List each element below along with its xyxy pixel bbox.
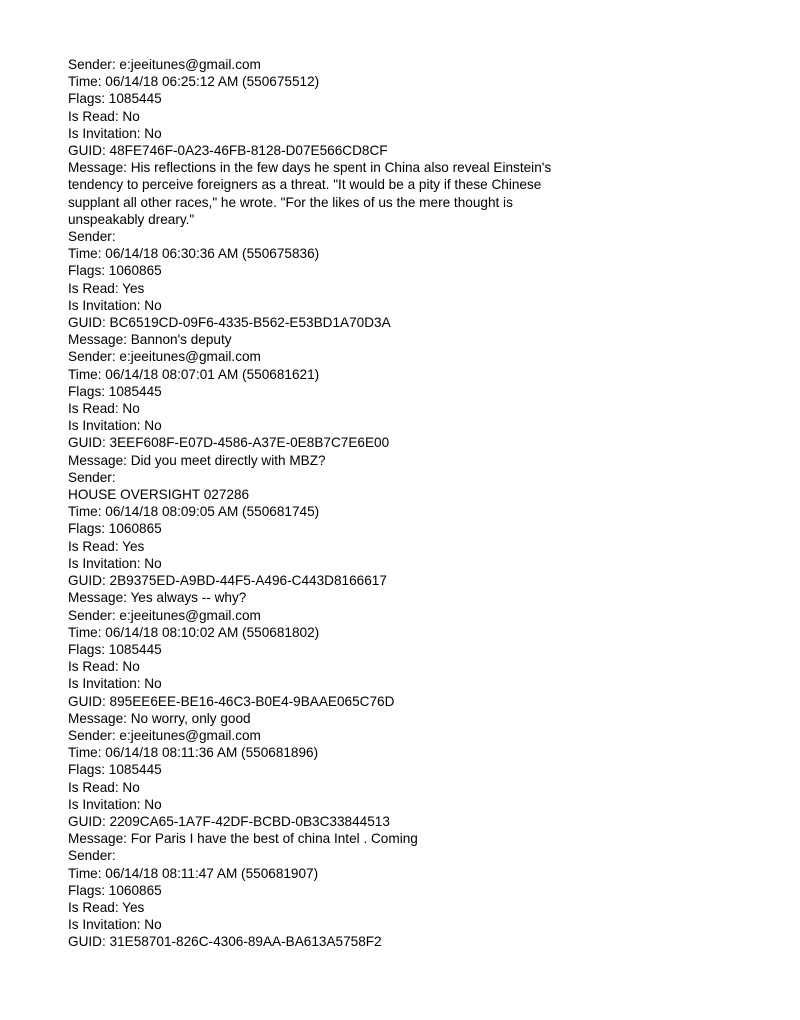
text-line: Time: 06/14/18 08:10:02 AM (550681802) xyxy=(68,624,320,640)
text-line: HOUSE OVERSIGHT 027286 xyxy=(68,487,250,503)
text-line: Sender: xyxy=(68,848,116,864)
text-line: Is Invitation: No xyxy=(68,297,162,313)
text-line: Flags: 1060865 xyxy=(68,263,162,279)
text-line: Is Read: No xyxy=(68,401,140,417)
text-line: Flags: 1085445 xyxy=(68,383,162,399)
text-line: Time: 06/14/18 08:11:47 AM (550681907) xyxy=(68,865,319,881)
text-line: unspeakably dreary." xyxy=(68,211,195,227)
text-line: GUID: BC6519CD-09F6-4335-B562-E53BD1A70D3A xyxy=(68,315,391,331)
text-line: Is Invitation: No xyxy=(68,125,162,141)
text-line: Sender: e:jeeitunes@gmail.com xyxy=(68,727,261,743)
text-line: GUID: 3EEF608F-E07D-4586-A37E-0E8B7C7E6E00 xyxy=(68,435,390,451)
text-line: GUID: 31E58701-826C-4306-89AA-BA613A5758F2 xyxy=(68,934,382,950)
text-line: Is Read: No xyxy=(68,659,140,675)
text-line: GUID: 895EE6EE-BE16-46C3-B0E4-9BAAE065C76D xyxy=(68,693,395,709)
text-line: GUID: 2B9375ED-A9BD-44F5-A496-C443D8166617 xyxy=(68,573,387,589)
text-line: Is Invitation: No xyxy=(68,676,162,692)
text-line: Flags: 1085445 xyxy=(68,641,162,657)
text-line: Flags: 1085445 xyxy=(68,91,162,107)
text-line: Flags: 1060865 xyxy=(68,521,162,537)
text-line: Message: Yes always -- why? xyxy=(68,590,247,606)
text-line: Sender: xyxy=(68,229,116,245)
text-line: Time: 06/14/18 08:09:05 AM (550681745) xyxy=(68,504,320,520)
text-line: Message: Did you meet directly with MBZ? xyxy=(68,452,326,468)
text-line: supplant all other races," he wrote. "For the likes of us the mere thought is xyxy=(68,194,513,210)
text-line: Is Read: No xyxy=(68,779,140,795)
document-page xyxy=(68,56,728,951)
text-line: Time: 06/14/18 06:25:12 AM (550675512) xyxy=(68,74,320,90)
text-line: Is Read: Yes xyxy=(68,280,145,296)
text-line: Flags: 1085445 xyxy=(68,762,162,778)
text-line: Is Read: No xyxy=(68,108,140,124)
text-line: Time: 06/14/18 08:07:01 AM (550681621) xyxy=(68,366,320,382)
text-line: tendency to perceive foreigners as a threat. "It would be a pity if these Chinese xyxy=(68,177,542,193)
text-line: Sender: e:jeeitunes@gmail.com xyxy=(68,607,261,623)
text-line: Flags: 1060865 xyxy=(68,882,162,898)
text-line: Is Invitation: No xyxy=(68,555,162,571)
text-line: GUID: 48FE746F-0A23-46FB-8128-D07E566CD8CF xyxy=(68,143,388,159)
text-line: Message: His reflections in the few days he spent in China also reveal Einstein's xyxy=(68,160,552,176)
text-line: GUID: 2209CA65-1A7F-42DF-BCBD-0B3C33844513 xyxy=(68,813,390,829)
text-line: Message: Bannon's deputy xyxy=(68,332,232,348)
text-line: Time: 06/14/18 06:30:36 AM (550675836) xyxy=(68,246,320,262)
text-line: Message: No worry, only good xyxy=(68,710,251,726)
text-line: Sender: xyxy=(68,469,116,485)
text-line: Is Read: Yes xyxy=(68,538,145,554)
text-line: Is Invitation: No xyxy=(68,796,162,812)
text-line: Sender: e:jeeitunes@gmail.com xyxy=(68,57,261,72)
text-line: Is Invitation: No xyxy=(68,917,162,933)
text-line: Message: For Paris I have the best of china Intel . Coming xyxy=(68,831,418,847)
text-line: Time: 06/14/18 08:11:36 AM (550681896) xyxy=(68,745,319,761)
text-line: Is Invitation: No xyxy=(68,418,162,434)
text-line: Sender: e:jeeitunes@gmail.com xyxy=(68,349,261,365)
text-line: Is Read: Yes xyxy=(68,899,145,915)
